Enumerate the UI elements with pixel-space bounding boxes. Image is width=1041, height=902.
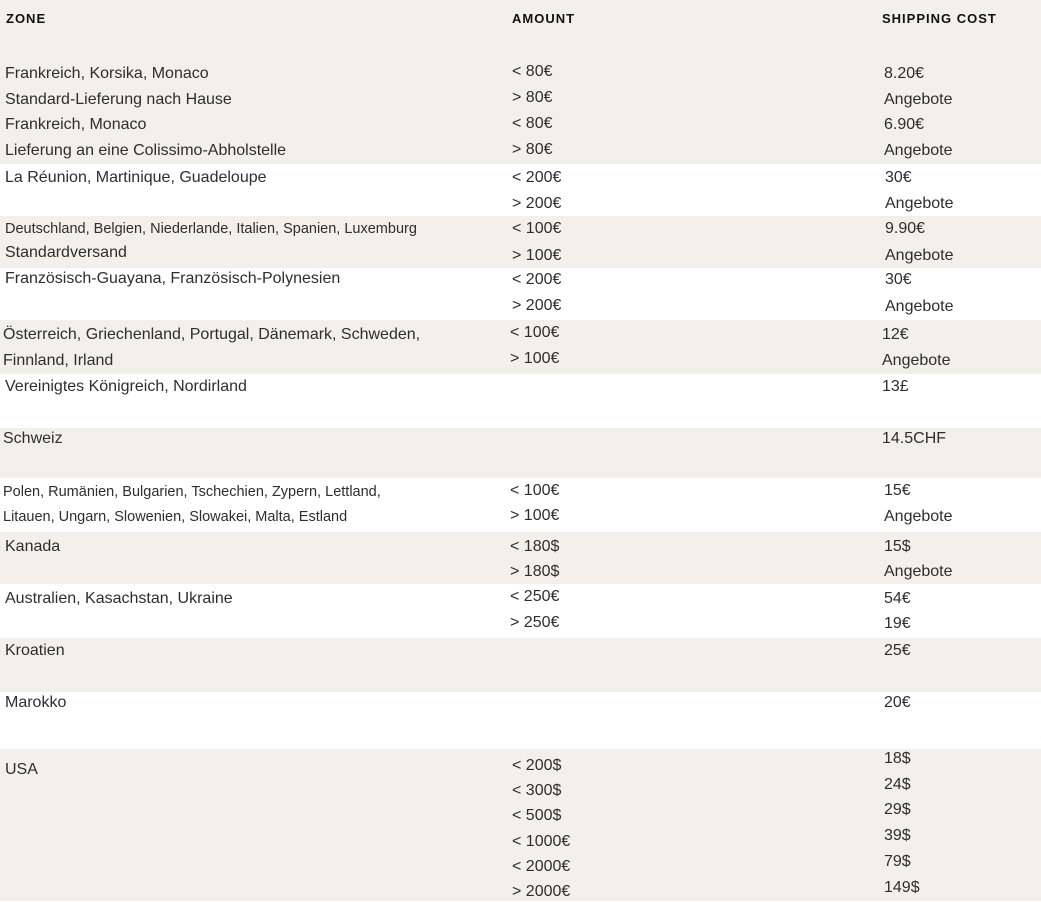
amount-cell: > 2000€ (512, 883, 571, 900)
cost-cell: 25€ (884, 642, 911, 659)
zone-cell: Finnland, Irland (3, 352, 114, 369)
amount-cell: > 80€ (512, 89, 553, 106)
amount-cell: > 250€ (510, 614, 560, 631)
cost-cell: Angebote (884, 508, 953, 525)
zone-cell: Kroatien (5, 642, 65, 659)
cost-cell: 15€ (884, 482, 911, 499)
amount-cell: < 250€ (510, 588, 560, 605)
cost-cell: 54€ (884, 590, 911, 607)
zone-cell: Marokko (5, 694, 67, 711)
amount-cell: < 500$ (512, 807, 562, 824)
cost-cell: 18$ (884, 750, 911, 767)
cost-cell: 6.90€ (884, 116, 925, 133)
zone-cell: Standard-Lieferung nach Hause (5, 91, 232, 108)
cost-cell: 20€ (884, 694, 911, 711)
amount-cell: < 1000€ (512, 833, 571, 850)
cost-cell: Angebote (885, 298, 954, 315)
zone-cell: Lieferung an eine Colissimo-Abholstelle (5, 142, 287, 159)
amount-cell: > 180$ (510, 563, 560, 580)
amount-cell: > 80€ (512, 141, 553, 158)
cost-cell: 79$ (884, 853, 911, 870)
zone-cell: Polen, Rumänien, Bulgarien, Tschechien, Zypern, Lettland, (3, 484, 381, 500)
zone-cell: Frankreich, Korsika, Monaco (5, 65, 209, 82)
table-header (0, 0, 1041, 58)
zone-cell: Schweiz (3, 430, 63, 447)
amount-cell: > 100€ (510, 350, 560, 367)
amount-cell: < 200€ (512, 169, 562, 186)
column-header-shipping-cost: SHIPPING COST (882, 11, 997, 26)
amount-cell: < 100€ (510, 482, 560, 499)
zone-cell: Frankreich, Monaco (5, 116, 147, 133)
zone-cell: Deutschland, Belgien, Niederlande, Italien, Spanien, Luxemburg (5, 221, 417, 237)
cost-cell: 39$ (884, 827, 911, 844)
cost-cell: 13£ (882, 378, 909, 395)
cost-cell: 12€ (882, 326, 909, 343)
cost-cell: Angebote (884, 142, 953, 159)
cost-cell: Angebote (884, 563, 953, 580)
zone-cell: USA (5, 761, 38, 778)
amount-cell: < 2000€ (512, 858, 571, 875)
zone-cell: Litauen, Ungarn, Slowenien, Slowakei, Malta, Estland (3, 509, 348, 525)
column-header-amount: AMOUNT (512, 11, 576, 26)
amount-cell: > 200€ (512, 195, 562, 212)
column-header-zone: ZONE (6, 11, 47, 26)
cost-cell: 8.20€ (884, 65, 925, 82)
cost-cell: 15$ (884, 538, 911, 555)
amount-cell: < 100€ (510, 324, 560, 341)
cost-cell: Angebote (885, 247, 954, 264)
amount-cell: < 300$ (512, 782, 562, 799)
amount-cell: > 100€ (512, 247, 562, 264)
amount-cell: > 100€ (510, 507, 560, 524)
amount-cell: < 80€ (512, 115, 553, 132)
zone-cell: Kanada (5, 538, 61, 555)
zone-cell: Standardversand (5, 244, 127, 261)
amount-cell: < 180$ (510, 538, 560, 555)
amount-cell: > 200€ (512, 297, 562, 314)
zone-cell: Vereinigtes Königreich, Nordirland (5, 378, 247, 395)
zone-cell: Österreich, Griechenland, Portugal, Dänemark, Schweden, (3, 326, 421, 343)
amount-cell: < 80€ (512, 63, 553, 80)
cost-cell: 14.5CHF (882, 430, 947, 447)
cost-cell: 29$ (884, 801, 911, 818)
zone-cell: Französisch-Guayana, Französisch-Polynesien (5, 270, 341, 287)
amount-cell: < 100€ (512, 220, 562, 237)
cost-cell: Angebote (882, 352, 951, 369)
cost-cell: 19€ (884, 615, 911, 632)
amount-cell: < 200$ (512, 757, 562, 774)
amount-cell: < 200€ (512, 271, 562, 288)
cost-cell: 24$ (884, 776, 911, 793)
cost-cell: 149$ (884, 879, 920, 896)
zone-cell: La Réunion, Martinique, Guadeloupe (5, 169, 267, 186)
cost-cell: Angebote (884, 91, 953, 108)
cost-cell: 9.90€ (885, 220, 926, 237)
zone-cell: Australien, Kasachstan, Ukraine (5, 590, 233, 607)
cost-cell: 30€ (885, 169, 912, 186)
cost-cell: Angebote (885, 195, 954, 212)
cost-cell: 30€ (885, 271, 912, 288)
